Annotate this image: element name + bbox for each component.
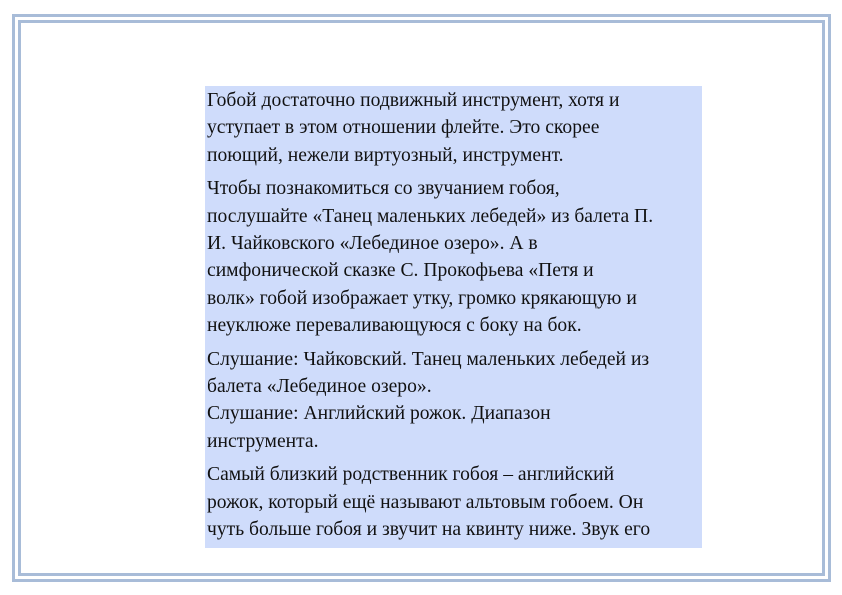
text-line: поющий, нежели виртуозный, инструмент. [207, 144, 564, 166]
text-block [205, 86, 702, 548]
text-line: Чтобы познакомиться со звучанием гобоя, [207, 178, 560, 200]
text-line: чуть больше гобоя и звучит на квинту ниже. Звук его [207, 519, 651, 541]
text-line: инструмента. [207, 430, 319, 452]
text-line: Гобой достаточно подвижный инструмент, хотя и [207, 90, 620, 111]
text-line: И. Чайковского «Лебединое озеро». А в [207, 233, 538, 255]
text-line: балета «Лебединое озеро». [207, 376, 432, 398]
paragraph-listening [207, 346, 700, 456]
text-line: неуклюже переваливающуюся с боку на бок. [207, 315, 582, 337]
text-line: волк» гобой изображает утку, громко крякающую и [207, 287, 637, 309]
text-line: Самый близкий родственник гобоя – английский [207, 464, 615, 486]
paragraph-oboe-mobility [207, 87, 700, 169]
text-line: симфонической сказке С. Прокофьева «Петя и [207, 260, 594, 282]
text-line: рожок, который ещё называют альтовым гобоем. Он [207, 491, 644, 513]
text-line: Слушание: Английский рожок. Диапазон [207, 403, 551, 425]
paragraph-english-horn [207, 461, 700, 543]
text-line: послушайте «Танец маленьких лебедей» из балета П. [207, 205, 654, 227]
paragraph-oboe-examples [207, 175, 700, 339]
text-line: уступает в этом отношении флейте. Это скорее [207, 117, 600, 139]
text-line: Слушание: Чайковский. Танец маленьких лебедей из [207, 348, 650, 370]
